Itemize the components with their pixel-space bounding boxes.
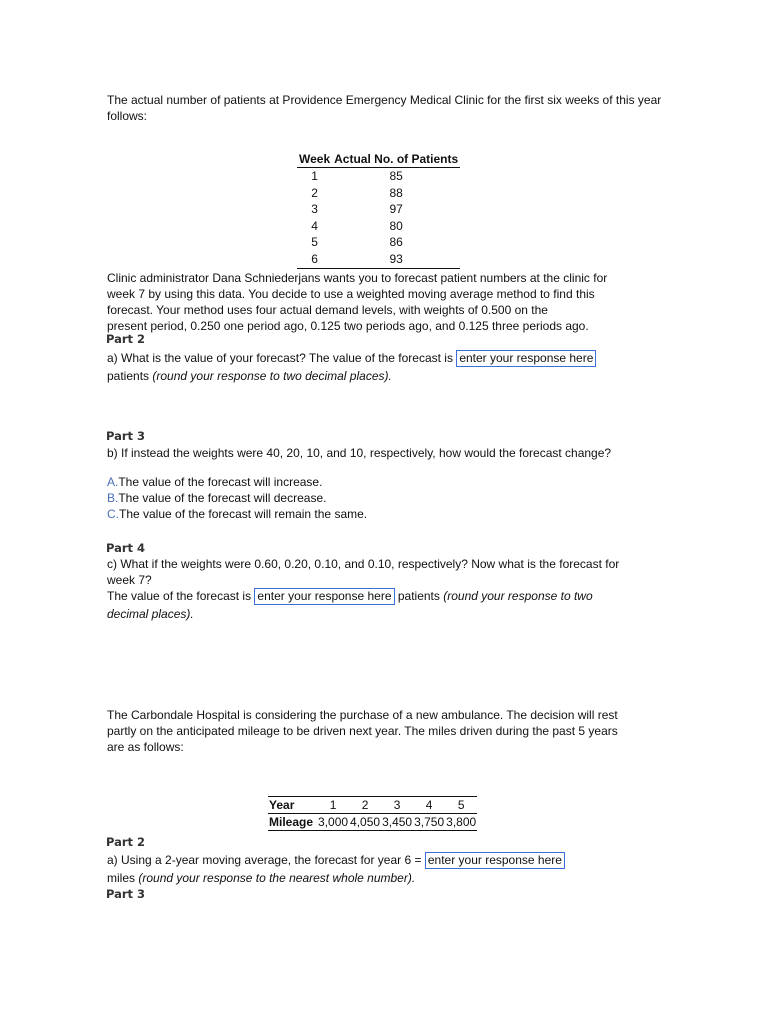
year-cell: 4: [413, 797, 445, 814]
p2-part2-question: a) Using a 2-year moving average, the forecast for year 6 =: [107, 853, 422, 867]
description-line: forecast. Your method uses four actual demand levels, with weights of 0.500 on the: [107, 303, 548, 317]
part3-options: [107, 474, 367, 522]
table-header-patients: Actual No. of Patients: [334, 152, 459, 166]
mileage-row: [268, 814, 477, 831]
part2-question-line: [107, 350, 596, 367]
problem1-description: [107, 270, 667, 334]
question-line: c) What if the weights were 0.60, 0.20, 0.10, and 0.10, respectively? Now what is the forecast for: [107, 557, 620, 571]
year-cell: 2: [349, 797, 381, 814]
option-c[interactable]: [107, 506, 367, 522]
part2-hint-line: [107, 368, 392, 384]
year-label: Year: [268, 797, 317, 814]
problem1-intro: The actual number of patients at Providence Emergency Medical Clinic for the first six weeks of this year follows:: [107, 93, 662, 123]
year-row: [268, 797, 477, 814]
week-cell: 5: [311, 235, 318, 250]
mileage-label: Mileage: [268, 814, 317, 831]
option-letter: C.: [107, 507, 119, 521]
patients-cell: 80: [389, 218, 403, 233]
intro-line: The Carbondale Hospital is considering the purchase of a new ambulance. The decision will rest: [107, 708, 618, 722]
p2-part2-question-line: [107, 852, 565, 869]
mileage-forecast-input[interactable]: enter your response here: [425, 852, 565, 869]
table-row: [297, 251, 460, 268]
part3-question: b) If instead the weights were 40, 20, 10, and 10, respectively, how would the forecast change?: [107, 446, 612, 460]
intro-line: partly on the anticipated mileage to be driven next year. The miles driven during the past 5 years: [107, 724, 618, 738]
question-line: week 7?: [107, 573, 152, 587]
description-line: week 7 by using this data. You decide to use a weighted moving average method to find this: [107, 287, 595, 301]
table-row: [297, 168, 460, 185]
part2-heading: Part 2: [106, 332, 146, 346]
year-cell: 1: [317, 797, 349, 814]
patients-cell: 93: [332, 251, 460, 268]
patients-cell: 88: [389, 185, 403, 200]
patients-table-wrapper: [297, 152, 460, 269]
year-cell: 3: [381, 797, 413, 814]
mileage-cell: 4,050: [350, 815, 381, 829]
patients-cell: 85: [389, 169, 403, 183]
description-line: present period, 0.250 one period ago, 0.125 two periods ago, and 0.125 three periods ago.: [107, 319, 589, 333]
part4-hint-line2: [107, 606, 194, 622]
week-cell: 2: [311, 185, 318, 200]
intro-line: are as follows:: [107, 740, 184, 754]
table-row: [297, 185, 460, 202]
part2-unit: patients: [107, 369, 150, 383]
problem2-intro: [107, 707, 667, 755]
week-cell: 3: [311, 202, 318, 217]
p2-part2-heading: Part 2: [106, 835, 146, 849]
p2-part2-hint-line: [107, 870, 415, 886]
part3-heading: Part 3: [106, 429, 146, 443]
week-cell: 6: [297, 251, 332, 268]
part4-hint: (round your response to two: [443, 589, 593, 603]
patients-cell: 86: [389, 235, 403, 250]
table-row: [297, 218, 460, 235]
mileage-cell: 3,450: [382, 815, 413, 829]
part4-hint-cont: decimal places).: [107, 607, 194, 621]
part4-heading: Part 4: [106, 541, 146, 555]
mileage-table: [268, 796, 477, 831]
option-letter: A.: [107, 475, 119, 489]
mileage-cell: 3,800: [446, 815, 477, 829]
part4-question: [107, 556, 667, 588]
option-text: The value of the forecast will decrease.: [118, 491, 327, 505]
patients-cell: 97: [389, 202, 403, 217]
patients-table: [297, 152, 460, 269]
mileage-table-wrapper: [268, 796, 477, 831]
mileage-cell: 3,000: [318, 815, 349, 829]
mileage-cell: 3,750: [414, 815, 445, 829]
table-row: [297, 234, 460, 251]
week-cell: 1: [311, 169, 318, 183]
option-text: The value of the forecast will increase.: [118, 475, 323, 489]
forecast-input-part4[interactable]: enter your response here: [254, 588, 394, 605]
option-text: The value of the forecast will remain the same.: [119, 507, 368, 521]
p2-part2-hint: (round your response to the nearest whole number).: [138, 871, 416, 885]
forecast-input[interactable]: enter your response here: [456, 350, 596, 367]
part2-question: a) What is the value of your forecast? The value of the forecast is: [107, 351, 453, 365]
p2-part3-heading: Part 3: [106, 887, 146, 901]
part2-hint: (round your response to two decimal places).: [152, 369, 392, 383]
week-cell: 4: [311, 218, 318, 233]
option-b[interactable]: [107, 490, 367, 506]
table-row: [297, 201, 460, 218]
part4-unit: patients: [397, 589, 440, 603]
table-header-week: Week: [299, 152, 331, 166]
part4-answer-line: [107, 588, 593, 605]
p2-part2-unit: miles: [107, 871, 136, 885]
year-cell: 5: [445, 797, 477, 814]
part4-answer-prefix: The value of the forecast is: [107, 589, 252, 603]
description-line: Clinic administrator Dana Schniederjans wants you to forecast patient numbers at the clinic for: [107, 271, 608, 285]
option-a[interactable]: [107, 474, 367, 490]
option-letter: B.: [107, 491, 119, 505]
